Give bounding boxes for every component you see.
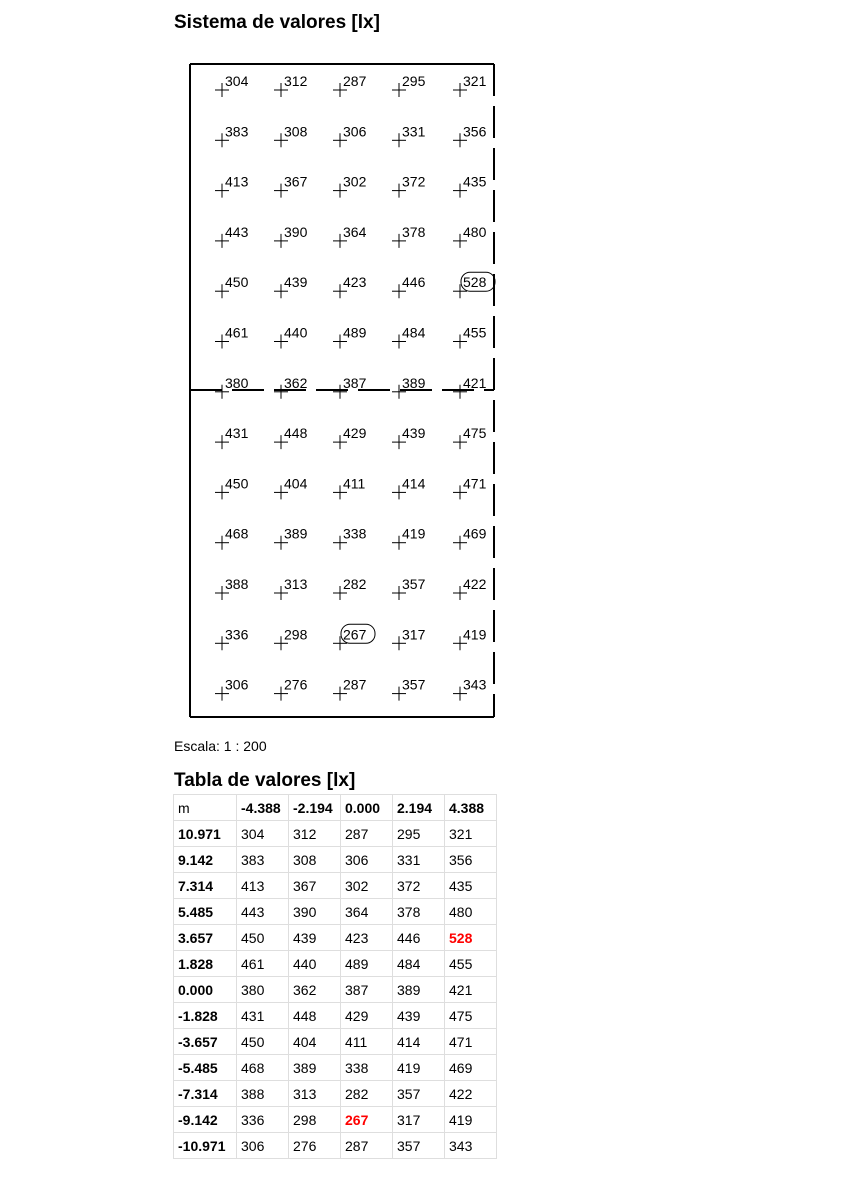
table-title: Tabla de valores [lx] bbox=[174, 770, 356, 791]
table-row bbox=[174, 951, 497, 977]
point-value: 338 bbox=[343, 525, 367, 542]
table-row-header: 3.657 bbox=[174, 925, 237, 951]
measurement-point bbox=[215, 325, 249, 349]
point-value: 446 bbox=[402, 274, 426, 291]
table-cell: 423 bbox=[341, 925, 393, 951]
measurement-point bbox=[215, 475, 249, 499]
point-value: 440 bbox=[284, 324, 308, 341]
measurement-point bbox=[453, 272, 495, 298]
table-row bbox=[174, 1029, 497, 1055]
table-row-header: 10.971 bbox=[174, 821, 237, 847]
measurement-point bbox=[453, 576, 487, 600]
point-value: 390 bbox=[284, 223, 308, 240]
table-cell: 367 bbox=[289, 873, 341, 899]
measurement-point bbox=[274, 123, 308, 147]
measurement-point bbox=[453, 425, 487, 449]
point-value: 484 bbox=[402, 324, 426, 341]
table-cell: 455 bbox=[445, 951, 497, 977]
table-cell: 287 bbox=[341, 1133, 393, 1159]
point-value: 469 bbox=[463, 525, 487, 542]
table-row bbox=[174, 1107, 497, 1133]
point-value: 423 bbox=[343, 274, 367, 291]
point-value: 298 bbox=[284, 626, 308, 643]
measurement-point bbox=[453, 174, 487, 198]
measurement-point bbox=[392, 425, 426, 449]
table-row-header: 0.000 bbox=[174, 977, 237, 1003]
table-cell: 282 bbox=[341, 1081, 393, 1107]
table-row bbox=[174, 1133, 497, 1159]
measurement-point bbox=[453, 325, 487, 349]
table-cell: 489 bbox=[341, 951, 393, 977]
table-row bbox=[174, 847, 497, 873]
point-value: 422 bbox=[463, 576, 487, 592]
table-row-header: -9.142 bbox=[174, 1107, 237, 1133]
measurement-point bbox=[274, 325, 308, 349]
table-row-header: 7.314 bbox=[174, 873, 237, 899]
table-cell: 383 bbox=[237, 847, 289, 873]
measurement-point bbox=[392, 677, 426, 701]
point-value: 306 bbox=[225, 676, 249, 693]
measurement-point bbox=[333, 526, 367, 550]
table-cell: 389 bbox=[289, 1055, 341, 1081]
measurement-point bbox=[333, 576, 367, 600]
measurement-point bbox=[215, 576, 249, 600]
point-value: 362 bbox=[284, 374, 308, 391]
table-cell: 306 bbox=[237, 1133, 289, 1159]
measurement-point bbox=[274, 224, 308, 248]
point-value: 367 bbox=[284, 173, 308, 190]
measurement-point bbox=[392, 224, 426, 248]
point-value: 475 bbox=[463, 425, 487, 442]
table-column-header: -2.194 bbox=[289, 795, 341, 821]
point-value: 404 bbox=[284, 475, 308, 492]
point-value: 383 bbox=[225, 123, 249, 140]
point-value: 439 bbox=[284, 274, 308, 291]
point-value: 331 bbox=[402, 123, 426, 140]
measurement-point bbox=[274, 73, 308, 97]
point-value: 308 bbox=[284, 123, 308, 140]
table-cell: 439 bbox=[289, 925, 341, 951]
plan-title: Sistema de valores [lx] bbox=[174, 12, 380, 33]
table-cell: 295 bbox=[393, 821, 445, 847]
point-value: 411 bbox=[343, 475, 366, 492]
table-row bbox=[174, 925, 497, 951]
table-cell: 431 bbox=[237, 1003, 289, 1029]
measurement-point bbox=[333, 475, 366, 499]
measurement-point bbox=[333, 624, 375, 650]
table-cell: 421 bbox=[445, 977, 497, 1003]
point-value: 357 bbox=[402, 676, 426, 693]
table-cell: 357 bbox=[393, 1081, 445, 1107]
measurement-point bbox=[333, 677, 367, 701]
table-cell: 461 bbox=[237, 951, 289, 977]
measurement-point bbox=[392, 73, 426, 97]
table-cell: 308 bbox=[289, 847, 341, 873]
measurement-point bbox=[453, 475, 487, 499]
table-cell: 331 bbox=[393, 847, 445, 873]
point-value: 389 bbox=[284, 525, 308, 542]
table-cell: 338 bbox=[341, 1055, 393, 1081]
table-cell: 389 bbox=[393, 977, 445, 1003]
point-value: 439 bbox=[402, 425, 426, 442]
table-cell: 414 bbox=[393, 1029, 445, 1055]
table-cell: 306 bbox=[341, 847, 393, 873]
point-value: 421 bbox=[463, 374, 487, 391]
table-cell: 411 bbox=[341, 1029, 393, 1055]
point-value: 287 bbox=[343, 676, 367, 693]
table-cell: 287 bbox=[341, 821, 393, 847]
table-cell: 356 bbox=[445, 847, 497, 873]
table-row-header: -1.828 bbox=[174, 1003, 237, 1029]
point-value: 321 bbox=[463, 73, 487, 89]
measurement-point bbox=[453, 375, 487, 399]
measurement-point bbox=[215, 274, 249, 298]
measurement-point bbox=[274, 576, 308, 600]
table-cell: 357 bbox=[393, 1133, 445, 1159]
table-cell: 364 bbox=[341, 899, 393, 925]
measurement-point bbox=[453, 677, 487, 701]
table-cell: 380 bbox=[237, 977, 289, 1003]
table-row-header: -5.485 bbox=[174, 1055, 237, 1081]
point-value: 364 bbox=[343, 223, 367, 240]
table-row-header: -3.657 bbox=[174, 1029, 237, 1055]
measurement-point bbox=[392, 626, 426, 650]
table-cell: 378 bbox=[393, 899, 445, 925]
measurement-point bbox=[333, 425, 367, 449]
table-cell: 404 bbox=[289, 1029, 341, 1055]
table-cell: 276 bbox=[289, 1133, 341, 1159]
measurement-point bbox=[274, 375, 308, 399]
table-row bbox=[174, 1003, 497, 1029]
measurement-point bbox=[215, 174, 249, 198]
table-column-header: 4.388 bbox=[445, 795, 497, 821]
table-header-row bbox=[174, 795, 497, 821]
measurement-point bbox=[392, 475, 426, 499]
table-cell: 267 bbox=[341, 1107, 393, 1133]
table-row-header: 9.142 bbox=[174, 847, 237, 873]
table-corner-cell: m bbox=[174, 795, 237, 821]
measurement-point bbox=[453, 526, 487, 550]
table-cell: 429 bbox=[341, 1003, 393, 1029]
table-cell: 313 bbox=[289, 1081, 341, 1107]
table-cell: 343 bbox=[445, 1133, 497, 1159]
table-row bbox=[174, 1055, 497, 1081]
point-value: 304 bbox=[225, 73, 249, 89]
table-column-header: 0.000 bbox=[341, 795, 393, 821]
table-row-header: 1.828 bbox=[174, 951, 237, 977]
point-value: 480 bbox=[463, 223, 487, 240]
point-value: 429 bbox=[343, 425, 367, 442]
measurement-point bbox=[274, 677, 308, 701]
point-value: 276 bbox=[284, 676, 308, 693]
point-value: 287 bbox=[343, 73, 367, 89]
values-table bbox=[173, 794, 497, 1159]
table-cell: 475 bbox=[445, 1003, 497, 1029]
table-cell: 439 bbox=[393, 1003, 445, 1029]
table-cell: 468 bbox=[237, 1055, 289, 1081]
point-value: 461 bbox=[225, 324, 249, 341]
point-value: 528 bbox=[463, 274, 487, 291]
measurement-point bbox=[333, 325, 367, 349]
measurement-point bbox=[392, 274, 426, 298]
scale-label: Escala: 1 : 200 bbox=[174, 738, 267, 754]
point-value: 431 bbox=[225, 425, 249, 442]
table-cell: 484 bbox=[393, 951, 445, 977]
measurement-point bbox=[392, 325, 426, 349]
point-value: 313 bbox=[284, 576, 308, 592]
table-cell: 419 bbox=[445, 1107, 497, 1133]
table-cell: 440 bbox=[289, 951, 341, 977]
measurement-point bbox=[333, 174, 367, 198]
measurement-point bbox=[392, 526, 426, 550]
measurement-point bbox=[392, 576, 426, 600]
table-row bbox=[174, 821, 497, 847]
table-row-header: 5.485 bbox=[174, 899, 237, 925]
point-value: 343 bbox=[463, 676, 487, 693]
table-cell: 388 bbox=[237, 1081, 289, 1107]
table-cell: 450 bbox=[237, 1029, 289, 1055]
point-value: 389 bbox=[402, 374, 426, 391]
measurement-point bbox=[333, 73, 367, 97]
measurement-point bbox=[215, 224, 249, 248]
measurement-point bbox=[392, 174, 426, 198]
point-value: 356 bbox=[463, 123, 487, 140]
table-cell: 443 bbox=[237, 899, 289, 925]
point-value: 306 bbox=[343, 123, 367, 140]
point-value: 267 bbox=[343, 626, 367, 643]
table-row bbox=[174, 1081, 497, 1107]
table-cell: 304 bbox=[237, 821, 289, 847]
table-cell: 446 bbox=[393, 925, 445, 951]
measurement-point bbox=[333, 123, 367, 147]
table-cell: 302 bbox=[341, 873, 393, 899]
table-row-header: -7.314 bbox=[174, 1081, 237, 1107]
point-value: 282 bbox=[343, 576, 367, 592]
point-value: 450 bbox=[225, 274, 249, 291]
measurement-point bbox=[215, 626, 249, 650]
measurement-point bbox=[274, 425, 308, 449]
measurement-point bbox=[274, 526, 308, 550]
measurement-point bbox=[333, 274, 367, 298]
table-row bbox=[174, 977, 497, 1003]
point-value: 414 bbox=[402, 475, 426, 492]
point-value: 388 bbox=[225, 576, 249, 592]
point-value: 435 bbox=[463, 173, 487, 190]
table-row bbox=[174, 899, 497, 925]
point-value: 448 bbox=[284, 425, 308, 442]
table-cell: 528 bbox=[445, 925, 497, 951]
point-value: 419 bbox=[463, 626, 487, 643]
point-value: 443 bbox=[225, 223, 249, 240]
table-cell: 435 bbox=[445, 873, 497, 899]
table-cell: 422 bbox=[445, 1081, 497, 1107]
measurement-point bbox=[392, 375, 426, 399]
measurement-point bbox=[333, 224, 367, 248]
point-value: 378 bbox=[402, 223, 426, 240]
point-value: 455 bbox=[463, 324, 487, 341]
measurement-point bbox=[274, 626, 308, 650]
table-cell: 390 bbox=[289, 899, 341, 925]
measurement-point bbox=[392, 123, 426, 147]
measurement-point bbox=[215, 526, 249, 550]
measurement-point bbox=[453, 123, 487, 147]
table-cell: 372 bbox=[393, 873, 445, 899]
table-cell: 480 bbox=[445, 899, 497, 925]
table-cell: 419 bbox=[393, 1055, 445, 1081]
table-cell: 336 bbox=[237, 1107, 289, 1133]
table-column-header: 2.194 bbox=[393, 795, 445, 821]
table-cell: 362 bbox=[289, 977, 341, 1003]
measurement-points bbox=[215, 73, 495, 701]
point-value: 471 bbox=[463, 475, 487, 492]
measurement-point bbox=[274, 174, 308, 198]
point-value: 336 bbox=[225, 626, 249, 643]
table-row-header: -10.971 bbox=[174, 1133, 237, 1159]
table-cell: 413 bbox=[237, 873, 289, 899]
point-value: 387 bbox=[343, 374, 367, 391]
point-value: 357 bbox=[402, 576, 426, 592]
table-cell: 450 bbox=[237, 925, 289, 951]
table-cell: 298 bbox=[289, 1107, 341, 1133]
point-value: 302 bbox=[343, 173, 367, 190]
point-value: 317 bbox=[402, 626, 426, 643]
point-value: 468 bbox=[225, 525, 249, 542]
point-value: 295 bbox=[402, 73, 426, 89]
measurement-point bbox=[274, 274, 308, 298]
table-row bbox=[174, 873, 497, 899]
point-value: 419 bbox=[402, 525, 426, 542]
measurement-point bbox=[453, 224, 487, 248]
point-value: 380 bbox=[225, 374, 249, 391]
measurement-point bbox=[215, 425, 249, 449]
table-cell: 312 bbox=[289, 821, 341, 847]
measurement-point bbox=[453, 73, 487, 97]
measurement-point bbox=[274, 475, 308, 499]
measurement-point bbox=[453, 626, 487, 650]
point-value: 413 bbox=[225, 173, 249, 190]
point-value: 450 bbox=[225, 475, 249, 492]
table-cell: 317 bbox=[393, 1107, 445, 1133]
measurement-point bbox=[333, 375, 367, 399]
table-cell: 387 bbox=[341, 977, 393, 1003]
table-cell: 471 bbox=[445, 1029, 497, 1055]
point-value: 372 bbox=[402, 173, 426, 190]
table-cell: 469 bbox=[445, 1055, 497, 1081]
table-column-header: -4.388 bbox=[237, 795, 289, 821]
measurement-point bbox=[215, 123, 249, 147]
measurement-point bbox=[215, 73, 249, 97]
table-cell: 321 bbox=[445, 821, 497, 847]
table-cell: 448 bbox=[289, 1003, 341, 1029]
point-value: 489 bbox=[343, 324, 367, 341]
measurement-point bbox=[215, 375, 249, 399]
measurement-point bbox=[215, 677, 249, 701]
point-value: 312 bbox=[284, 73, 308, 89]
